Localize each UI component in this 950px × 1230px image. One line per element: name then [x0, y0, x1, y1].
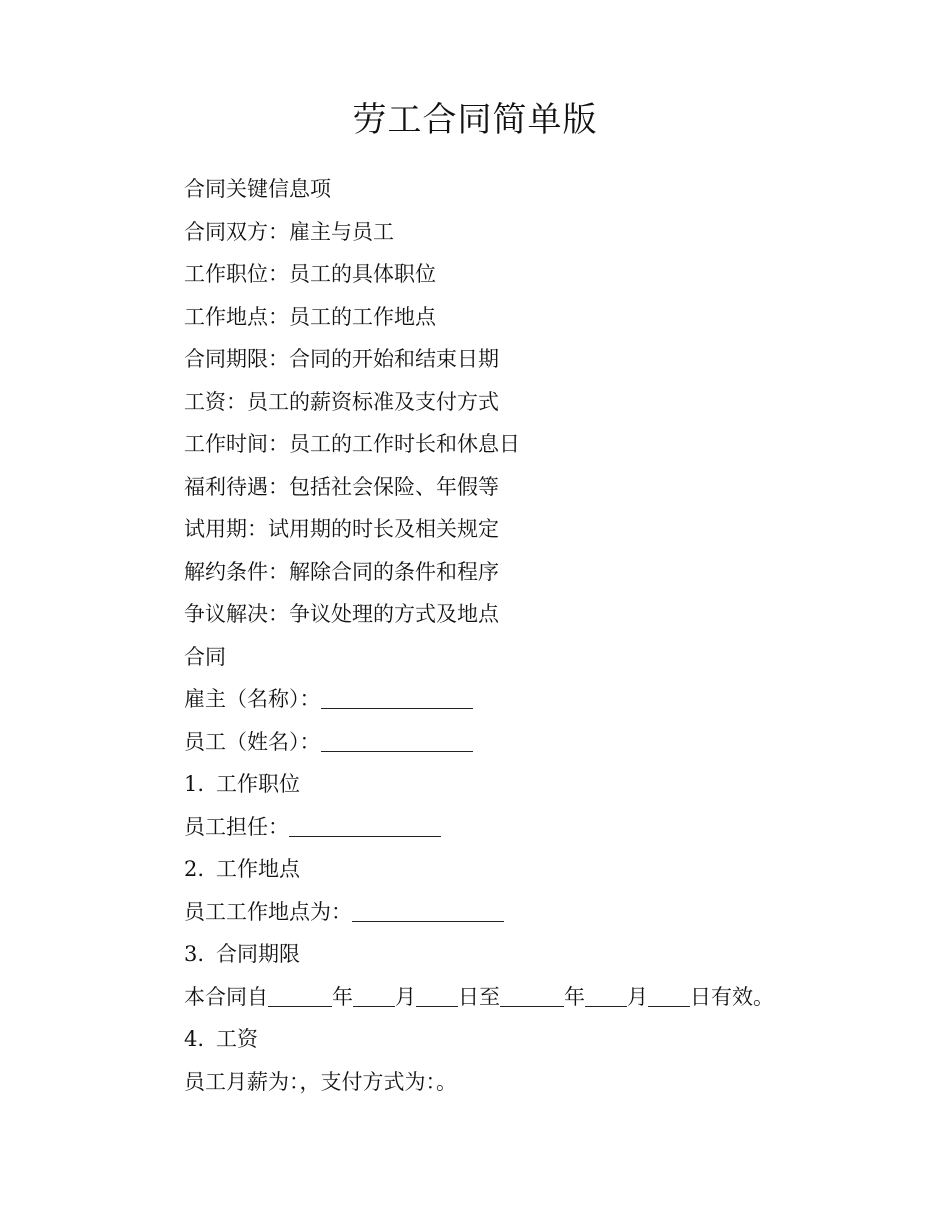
day-to-label: 日至	[458, 984, 500, 1009]
key-info-item: 工资：员工的薪资标准及支付方式	[184, 389, 499, 414]
document-body	[184, 168, 864, 1103]
month-label: 月	[395, 984, 416, 1009]
start-day-blank[interactable]	[416, 985, 458, 1007]
section-number: 3.	[184, 942, 205, 966]
start-year-blank[interactable]	[268, 985, 332, 1007]
section-title: 工作地点	[216, 857, 301, 881]
key-info-item: 合同期限：合同的开始和结束日期	[184, 347, 499, 371]
key-info-item: 解约条件：解除合同的条件和程序	[184, 559, 499, 584]
position-blank[interactable]	[289, 815, 441, 837]
location-line	[184, 891, 864, 934]
employee-label: 员工（姓名）：	[184, 729, 321, 754]
contract-heading: 合同	[184, 644, 226, 669]
position-label: 员工担任：	[184, 814, 289, 839]
location-label: 员工工作地点为：	[184, 899, 352, 924]
end-year-blank[interactable]	[500, 985, 564, 1007]
key-info-item: 福利待遇：包括社会保险、年假等	[184, 474, 499, 499]
key-info-item: 工作地点：员工的工作地点	[184, 304, 436, 329]
key-info-item: 争议解决：争议处理的方式及地点	[184, 602, 499, 626]
year-label: 年	[564, 984, 585, 1009]
employer-line	[184, 678, 864, 721]
location-blank[interactable]	[352, 900, 504, 922]
position-line	[184, 806, 864, 849]
section-title: 工资	[216, 1027, 259, 1051]
section-heading	[184, 763, 864, 806]
end-day-blank[interactable]	[648, 985, 690, 1007]
section-number: 2.	[184, 857, 205, 881]
section-heading	[184, 848, 864, 891]
day-end-label: 日有效。	[690, 984, 774, 1009]
start-month-blank[interactable]	[353, 985, 395, 1007]
document-title: 劳工合同简单版	[352, 100, 598, 140]
term-line	[184, 976, 864, 1019]
employer-name-blank[interactable]	[321, 687, 473, 709]
section-number: 1.	[184, 772, 205, 796]
key-info-item: 工作时间：员工的工作时长和休息日	[184, 432, 520, 456]
section-heading	[184, 933, 864, 976]
section-heading	[184, 1018, 864, 1061]
section-title: 工作职位	[216, 772, 301, 796]
end-month-blank[interactable]	[585, 985, 627, 1007]
key-info-item: 试用期：试用期的时长及相关规定	[184, 517, 499, 541]
salary-line: 员工月薪为：，支付方式为：。	[184, 1069, 457, 1094]
key-info-heading: 合同关键信息项	[184, 177, 331, 201]
section-title: 合同期限	[216, 942, 301, 966]
employee-name-blank[interactable]	[321, 730, 473, 752]
key-info-item: 工作职位：员工的具体职位	[184, 262, 436, 286]
month-label: 月	[627, 984, 648, 1009]
term-prefix: 本合同自	[184, 984, 268, 1009]
section-number: 4.	[184, 1027, 205, 1051]
key-info-item: 合同双方：雇主与员工	[184, 219, 394, 244]
year-label: 年	[332, 984, 353, 1009]
employer-label: 雇主（名称）：	[184, 687, 321, 711]
employee-line	[184, 721, 864, 764]
